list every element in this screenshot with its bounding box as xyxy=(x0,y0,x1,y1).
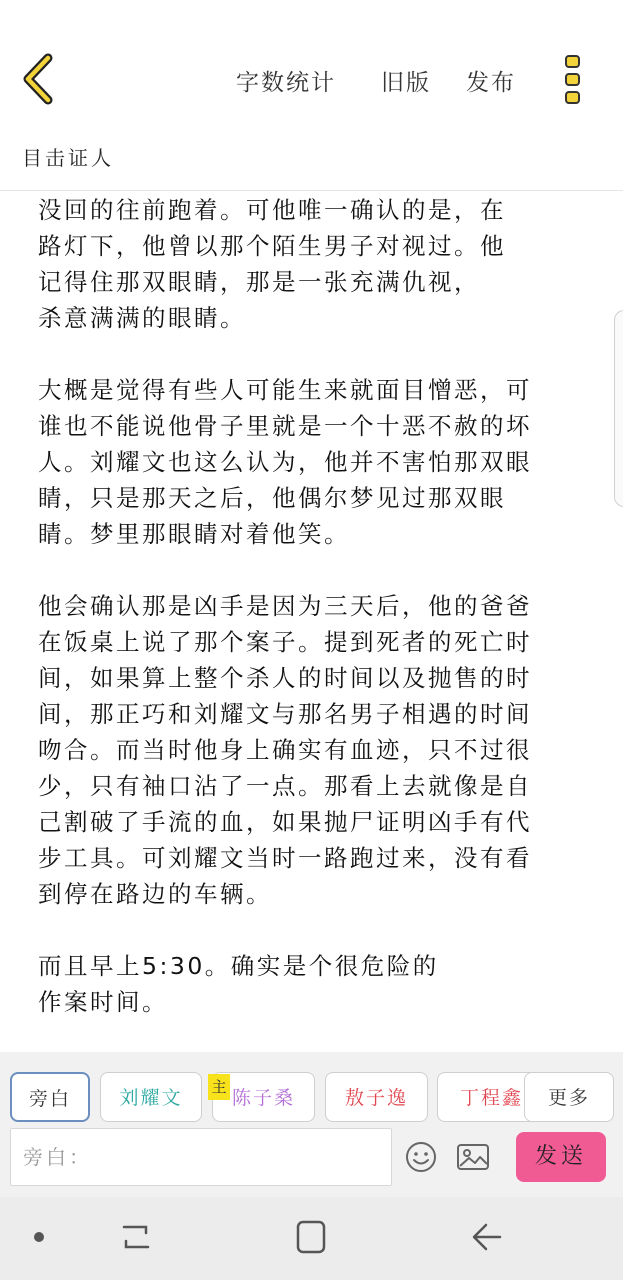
paragraph: 他会确认那是凶手是因为三天后，他的爸爸 在饭桌上说了那个案子。提到死者的死亡时 间，如果算上整个杀人的时间以及抛售的时 间，那正巧和刘耀文与那名男子相遇的时间 吻合。而当时他身上确实有血迹，只不过很 少，只有袖口沾了一点。那看上去就像是自 己割破了手流的血，如果抛尸证明凶手有代 步工具。可刘耀文当时一路跑过来，没有看 到停在路边的车辆。 xyxy=(38,592,532,908)
back-chevron-icon[interactable] xyxy=(18,52,62,106)
nav-dot-icon xyxy=(34,1232,44,1242)
word-count-button[interactable]: 字数统计 xyxy=(236,70,336,96)
publish-button[interactable]: 发布 xyxy=(466,70,516,96)
paragraph: 大概是觉得有些人可能生来就面目憎恶，可 谁也不能说他骨子里就是一个十恶不赦的坏 人。刘耀文也这么认为，他并不害怕那双眼 睛，只是那天之后，他偶尔梦见过那双眼 睛。梦里那眼睛对着他笑。 xyxy=(38,376,532,548)
role-chip-narrator[interactable]: 旁白 xyxy=(10,1072,90,1122)
paragraph: 没回的往前跑着。可他唯一确认的是，在 路灯下，他曾以那个陌生男子对视过。他 记得住那双眼睛，那是一张充满仇视， 杀意满满的眼睛。 xyxy=(38,196,506,332)
role-chip-ding-chengxin[interactable]: 丁程鑫 xyxy=(437,1072,540,1122)
message-input-box xyxy=(10,1128,392,1186)
emoji-smile-icon[interactable] xyxy=(404,1140,438,1174)
document-content[interactable] xyxy=(38,192,598,1048)
top-bar xyxy=(0,0,623,130)
image-picture-icon[interactable] xyxy=(456,1140,490,1174)
old-version-button[interactable]: 旧版 xyxy=(381,70,431,96)
document-title[interactable]: 目击证人 xyxy=(22,146,114,170)
back-arrow-icon[interactable] xyxy=(466,1219,506,1255)
system-nav-bar xyxy=(0,1197,623,1280)
more-vertical-dots-icon[interactable] xyxy=(560,54,586,106)
scroll-handle[interactable] xyxy=(614,310,623,507)
more-roles-button[interactable]: 更多 xyxy=(524,1072,614,1122)
main-role-badge: 主 xyxy=(208,1074,230,1100)
role-chip-ao-ziyi[interactable]: 敖子逸 xyxy=(325,1072,428,1122)
title-bar xyxy=(0,130,623,191)
message-input[interactable] xyxy=(11,1129,391,1185)
send-button[interactable]: 发送 xyxy=(516,1132,606,1182)
paragraph: 而且早上5:30。确实是个很危险的 作案时间。 xyxy=(38,952,439,1016)
role-bar xyxy=(0,1052,623,1197)
recent-apps-icon[interactable] xyxy=(116,1219,156,1255)
role-chip-liu-yaowen[interactable]: 刘耀文 xyxy=(100,1072,202,1122)
role-chip-chen-zisang[interactable]: 陈子桑 xyxy=(212,1072,315,1122)
home-icon[interactable] xyxy=(292,1219,332,1255)
